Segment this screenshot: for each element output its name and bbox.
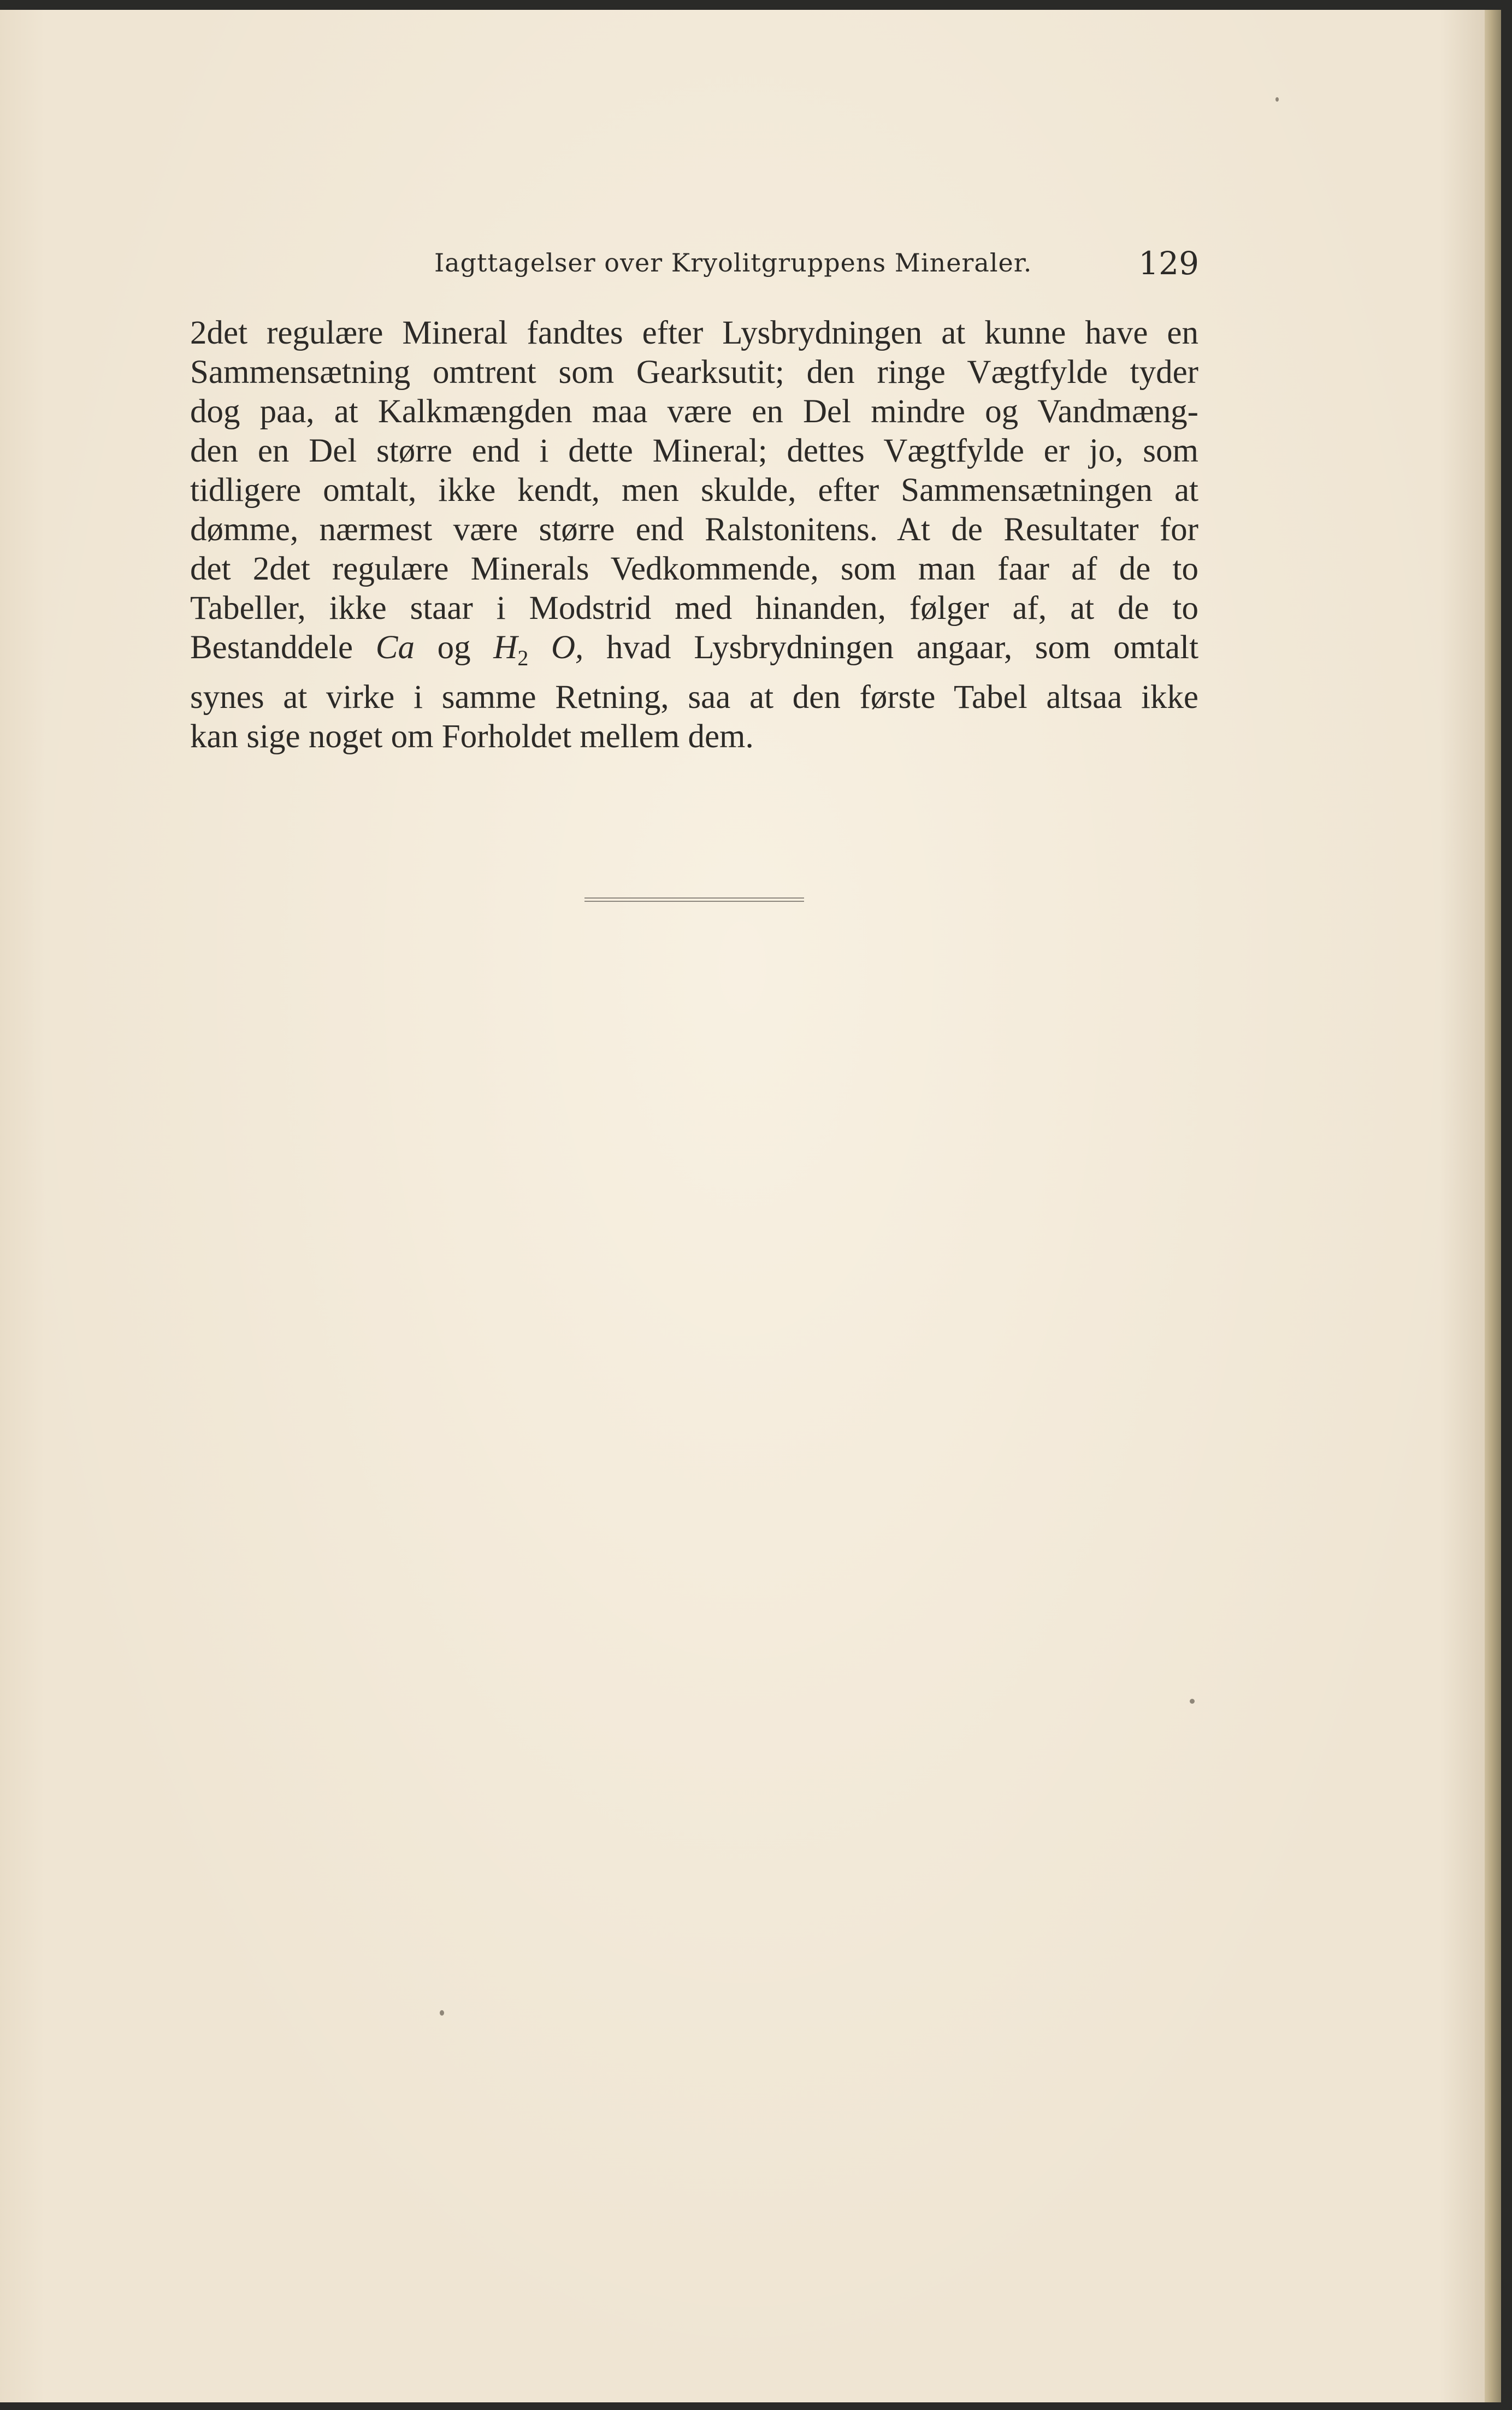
formula-subscript: 2 (517, 646, 529, 671)
page-number: 129 (1138, 245, 1199, 282)
paper-speck (1190, 1699, 1195, 1704)
text-line: Tabeller, ikke staar i Modstrid med hinanden, følger af, at de to (190, 590, 1198, 627)
formula-h: H (493, 629, 518, 666)
text-line: det 2det regulære Minerals Vedkommende, som man faar af de to (190, 551, 1198, 587)
text-fragment: hvad Lysbrydningen angaar, som omtalt (606, 629, 1199, 666)
section-divider (584, 897, 804, 902)
formula-o: O, (551, 629, 584, 666)
page-edge-shadow (1485, 10, 1501, 2402)
running-title: Iagttagelser over Kryolitgruppens Mineraler. (434, 248, 1032, 277)
text-line: kan sige noget om Forholdet mellem dem. (190, 718, 754, 755)
text-line-with-formula (190, 628, 1198, 678)
text-line: Sammensætning omtrent som Gearksutit; den ringe Vægtfylde tyder (190, 354, 1198, 391)
text-line: synes at virke i samme Retning, saa at den første Tabel altsaa ikke (190, 679, 1198, 716)
paper-page (0, 10, 1485, 2402)
text-line: dog paa, at Kalkmængden maa være en Del mindre og Vandmæng- (190, 393, 1198, 430)
text-line: den en Del større end i dette Mineral; dettes Vægtfylde er jo, som (190, 433, 1198, 469)
text-fragment: Bestanddele (190, 629, 353, 666)
text-line: dømme, nærmest være større end Ralstonitens. At de Resultater for (190, 511, 1198, 548)
text-line: 2det regulære Mineral fandtes efter Lysbrydningen at kunne have en (190, 315, 1198, 351)
body-paragraph (190, 314, 1198, 757)
paper-speck (1275, 97, 1279, 102)
formula-calcium: Ca (375, 629, 415, 666)
text-line: tidligere omtalt, ikke kendt, men skulde, efter Sammensætningen at (190, 472, 1198, 509)
paper-speck (440, 2010, 444, 2016)
formula-water (493, 629, 584, 671)
running-header (396, 245, 1199, 283)
text-fragment: og (437, 629, 471, 666)
